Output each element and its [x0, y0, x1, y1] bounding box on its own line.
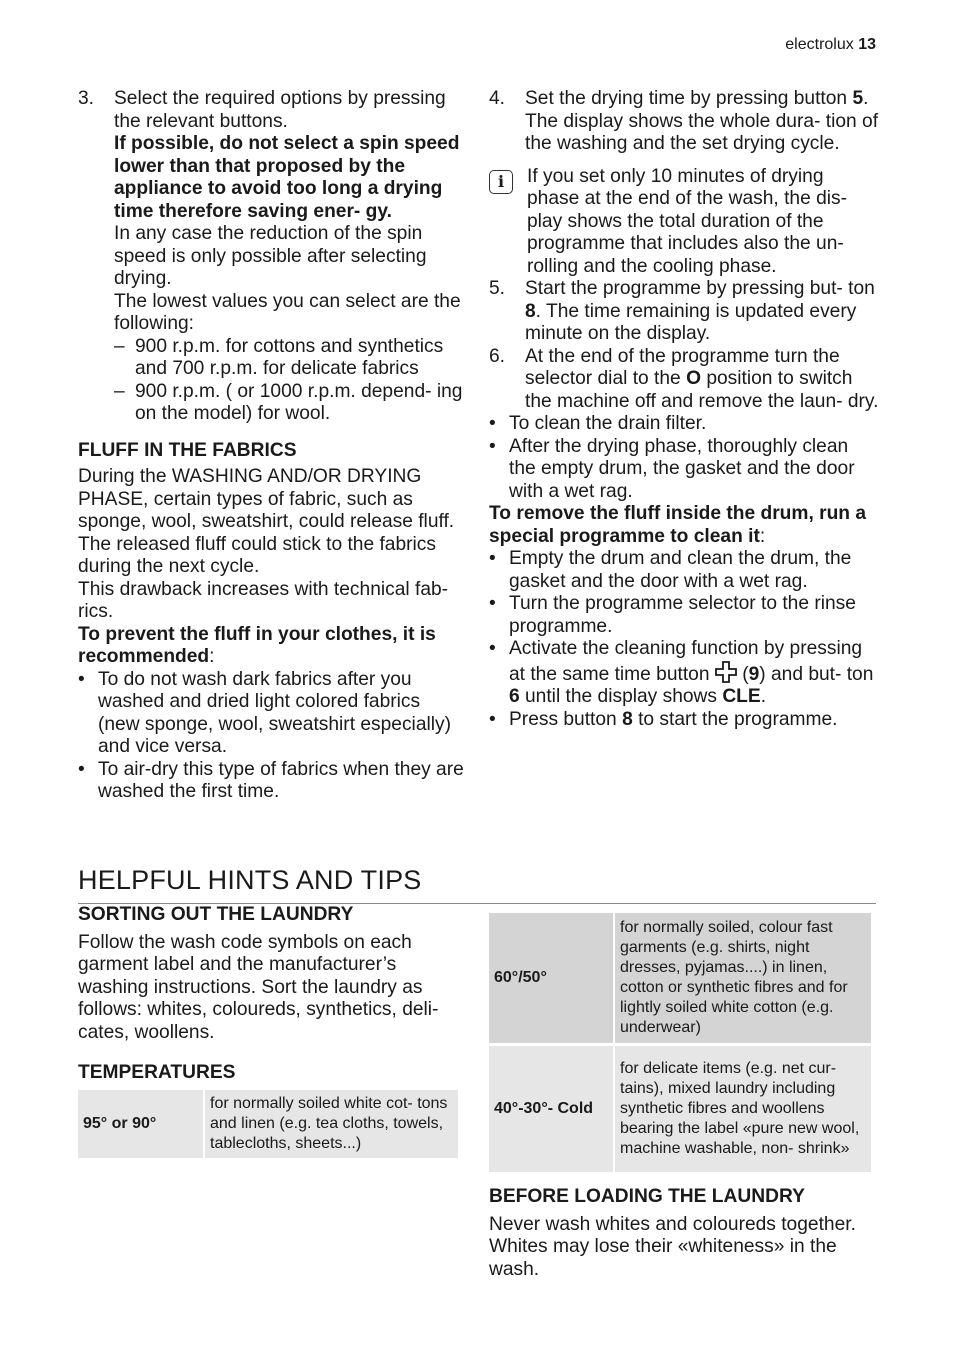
plus-button-icon — [715, 661, 737, 683]
sorting-heading: SORTING OUT THE LAUNDRY — [78, 904, 354, 925]
table-row — [489, 1046, 871, 1172]
temperature-table-continued — [487, 913, 873, 1172]
list-item: • After the drying phase, thoroughly clean the empty drum, the gasket and the door with a wet rag. — [489, 435, 855, 502]
list-item: • Turn the programme selector to the rinse programme. — [489, 593, 856, 637]
dash-item-text: 900 r.p.m. for cottons and synthetics and 700 r.p.m. for delicate fabrics — [135, 335, 444, 379]
fluff-heading: FLUFF IN THE FABRICS — [78, 439, 297, 461]
sorting-text: Follow the wash code symbols on each garment label and the manufacturer’s washing instructions. Sort the laundry as follows: whites, coloureds, synthetics, deli- cates, woollens. — [78, 931, 439, 1043]
step-3-para: The lowest values you can select are the following: — [114, 290, 461, 334]
bottom-left-column — [78, 904, 462, 1158]
list-item: • To do not wash dark fabrics after you washed and dried light colored fabrics (new sponge, wool, sweatshirt especially) and vice versa. — [78, 668, 452, 757]
step-3-text: Select the required options by pressing the relevant buttons. — [114, 88, 446, 132]
temperature-cell: 95° or 90° — [78, 1090, 203, 1158]
left-column — [78, 88, 464, 804]
step-3 — [78, 88, 464, 336]
button-ref: 8 — [525, 300, 536, 322]
description-cell: for normally soiled, colour fast garments (e.g. shirts, night dresses, pyjamas....) in linen, cotton or synthetic fibres and for lightly soiled white cotton (e.g. underwear) — [615, 913, 871, 1043]
info-icon: i — [489, 170, 513, 194]
dial-position: O — [686, 368, 701, 389]
step-3-warning: If possible, do not select a spin speed lower than that proposed by the appliance to avoid too long a drying time therefore saving ener- gy. — [114, 133, 460, 222]
dash-item: – 900 r.p.m. for cottons and synthetics and 700 r.p.m. for delicate fabrics — [114, 335, 444, 379]
step-4: 4. Set the drying time by pressing button 5. The display shows the whole dura- tion of the washing and the set drying cycle. — [489, 88, 879, 154]
dash-item-text: 900 r.p.m. ( or 1000 r.p.m. depend- ing on the model) for wool. — [135, 380, 463, 424]
remove-intro: To remove the fluff inside the drum, run a special programme to clean it: — [489, 503, 867, 547]
temperatures-heading: TEMPERATURES — [78, 1062, 236, 1083]
temperature-cell: 40°-30°- Cold — [489, 1046, 613, 1172]
right-column — [489, 88, 879, 731]
temperature-table — [76, 1090, 460, 1158]
step-5: 5. Start the programme by pressing but- ton 8. The time remaining is updated every minute on the display. — [489, 278, 875, 344]
table-row — [489, 913, 871, 1043]
info-note-text: If you set only 10 minutes of drying phase at the end of the wash, the dis- play shows the total duration of the programme that includes also the un- rolling and the cooling phase. — [527, 165, 848, 277]
description-cell: for delicate items (e.g. net cur- tains), mixed laundry including synthetic fibres and woollens bearing the label «pure new wool, machine washable, non- shrink» — [615, 1046, 871, 1172]
fluff-para: During the WASHING AND/OR DRYING PHASE, certain types of fabric, such as sponge, wool, sweatshirt, could release fluff. — [78, 466, 455, 532]
info-note — [489, 166, 879, 279]
step-6: 6. At the end of the programme turn the selector dial to the O position to switch the machine off and remove the laun- dry. — [489, 345, 879, 412]
prevent-intro: To prevent the fluff in your clothes, it is recommended: — [78, 623, 436, 667]
step-3-para: In any case the reduction of the spin speed is only possible after selecting drying. — [114, 223, 427, 289]
fluff-para: This drawback increases with technical fab- rics. — [78, 578, 449, 622]
list-item: • To clean the drain filter. — [489, 413, 707, 434]
list-item: • Activate the cleaning function by pressing at the same time button (9) and but- ton 6 until the display shows CLE. — [489, 638, 874, 707]
description-cell: for normally soiled white cot- tons and linen (e.g. tea cloths, towels, tablecloths, sheets...) — [205, 1090, 458, 1158]
step-number: 3. — [78, 88, 95, 109]
dash-item: – 900 r.p.m. ( or 1000 r.p.m. depend- ing on the model) for wool. — [114, 380, 463, 424]
before-loading-text: Never wash whites and coloureds together. Whites may lose their «whiteness» in the wash. — [489, 1213, 856, 1280]
temperature-cell: 60°/50° — [489, 913, 613, 1043]
page-number: 13 — [858, 36, 876, 53]
before-loading-heading: BEFORE LOADING THE LAUNDRY — [489, 1186, 805, 1207]
list-item: • To air-dry this type of fabrics when they are washed the first time. — [78, 758, 464, 802]
brand-name: electrolux — [785, 36, 854, 53]
list-item: • Empty the drum and clean the drum, the gasket and the door with a wet rag. — [489, 548, 852, 592]
section-title: HELPFUL HINTS AND TIPS — [78, 863, 876, 904]
fluff-para: The released fluff could stick to the fabrics during the next cycle. — [78, 533, 436, 577]
list-item: • Press button 8 to start the programme. — [489, 708, 838, 730]
bottom-right-column — [489, 913, 875, 1281]
page-header — [785, 36, 876, 54]
table-row — [78, 1090, 458, 1158]
button-ref: 5 — [852, 88, 864, 109]
